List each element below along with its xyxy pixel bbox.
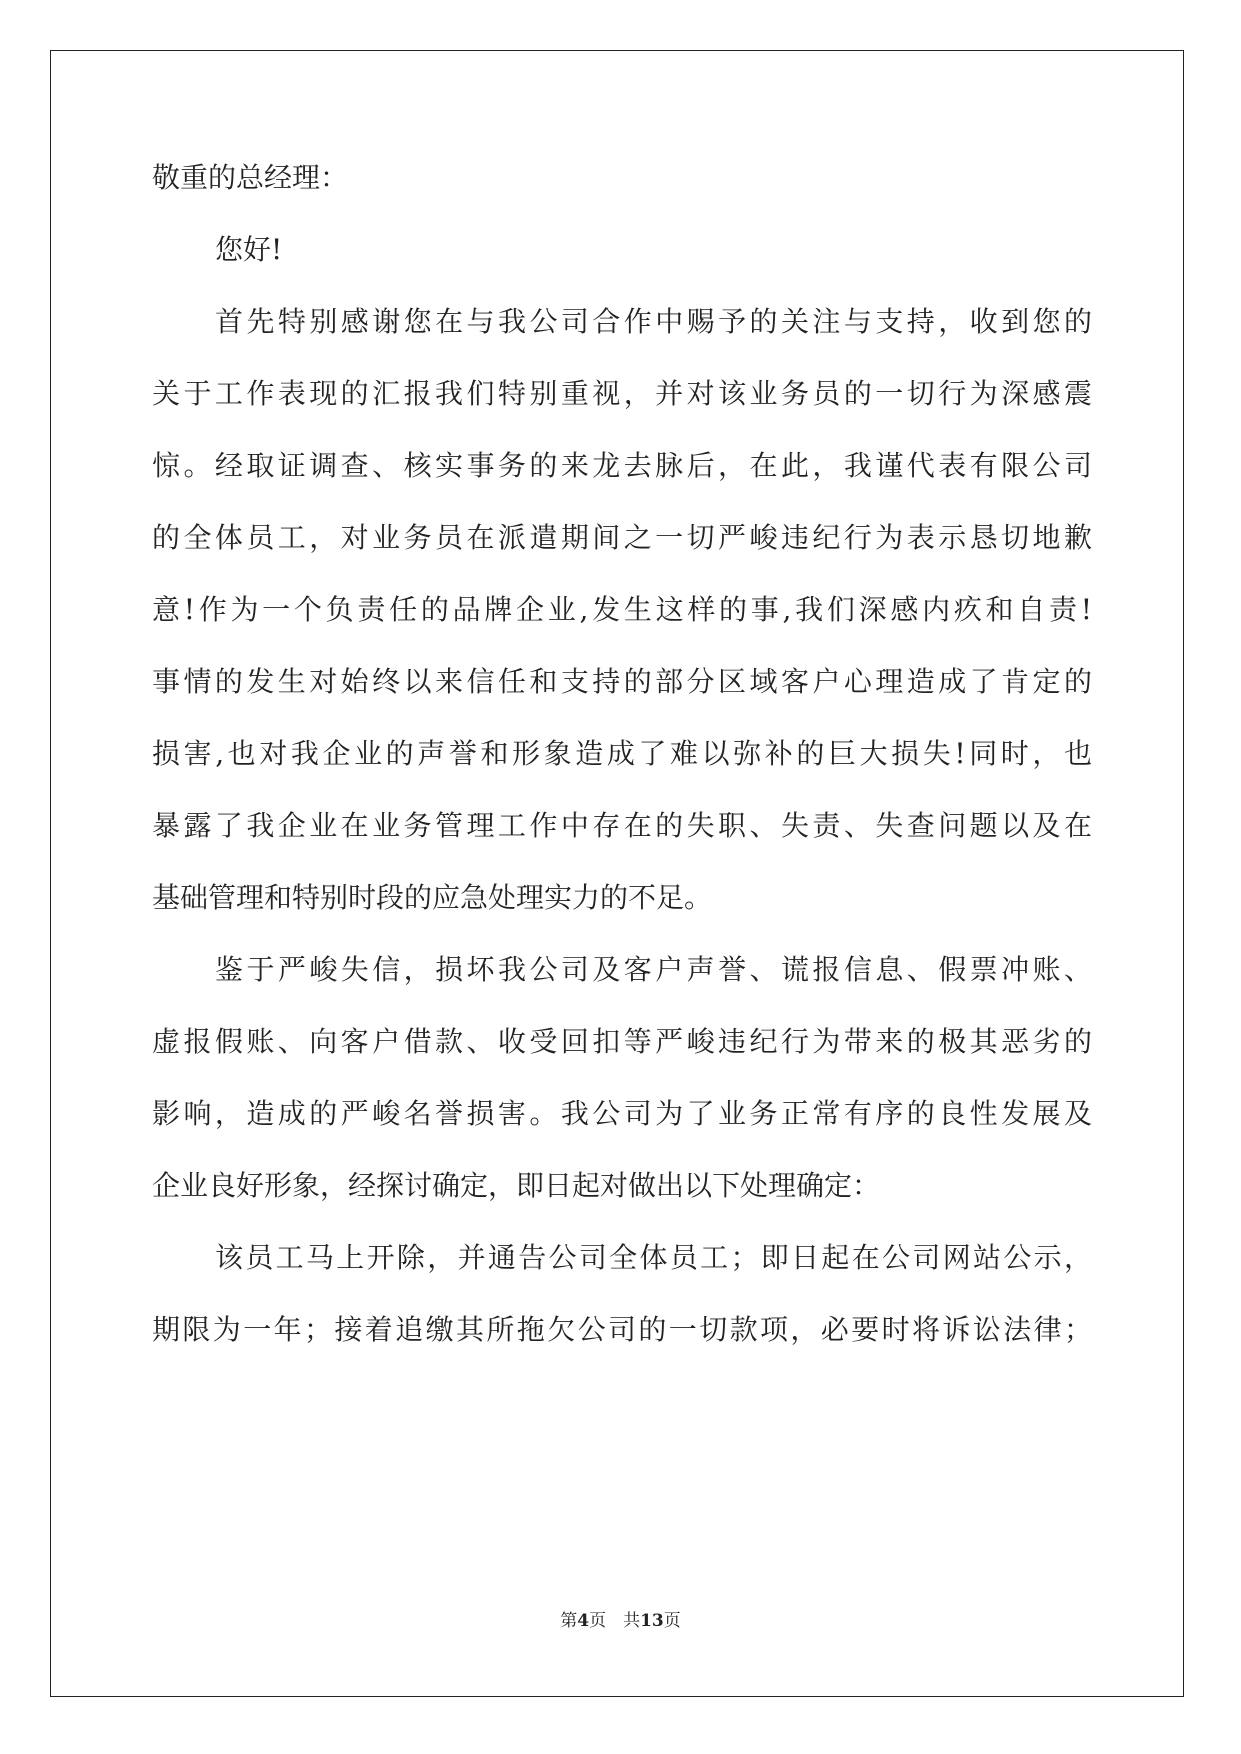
paragraph-line: 意!作为一个负责任的品牌企业,发生这样的事,我们深感内疚和自责!	[152, 593, 1092, 626]
paragraph-line: 企业良好形象，经探讨确定，即日起对做出以下处理确定：	[152, 1169, 881, 1202]
paragraph-line: 惊。经取证调查、核实事务的来龙去脉后，在此，我谨代表有限公司	[152, 449, 1092, 482]
current-page-number: 4	[577, 1611, 590, 1631]
paragraph-line: 影响，造成的严峻名誉损害。我公司为了业务正常有序的良性发展及	[152, 1097, 1092, 1130]
paragraph-line: 首先特别感谢您在与我公司合作中赐予的关注与支持，收到您的	[215, 305, 1092, 338]
total-page-number: 13	[640, 1611, 664, 1631]
page-border	[50, 50, 1184, 1697]
paragraph-line: 该员工马上开除，并通告公司全体员工；即日起在公司网站公示，	[215, 1241, 1092, 1274]
paragraph-line: 期限为一年；接着追缴其所拖欠公司的一切款项，必要时将诉讼法律；	[152, 1313, 1092, 1346]
paragraph-line: 损害,也对我企业的声誉和形象造成了难以弥补的巨大损失!同时，也	[152, 737, 1092, 770]
footer-prefix: 第	[560, 1611, 578, 1631]
paragraph-line: 事情的发生对始终以来信任和支持的部分区域客户心理造成了肯定的	[152, 665, 1092, 698]
paragraph-line: 基础管理和特别时段的应急处理实力的不足。	[152, 881, 713, 914]
paragraph-line: 的全体员工，对业务员在派遣期间之一切严峻违纪行为表示恳切地歉	[152, 521, 1092, 554]
page-footer	[0, 1606, 1241, 1631]
paragraph-line: 暴露了我企业在业务管理工作中存在的失职、失责、失查问题以及在	[152, 809, 1092, 842]
paragraph-line: 鉴于严峻失信，损坏我公司及客户声誉、谎报信息、假票冲账、	[215, 953, 1092, 986]
greeting: 您好!	[215, 233, 283, 266]
footer-suffix: 页	[663, 1611, 681, 1631]
paragraph-line: 关于工作表现的汇报我们特别重视，并对该业务员的一切行为深感震	[152, 377, 1092, 410]
paragraph-line: 虚报假账、向客户借款、收受回扣等严峻违纪行为带来的极其恶劣的	[152, 1025, 1092, 1058]
salutation: 敬重的总经理：	[152, 161, 349, 194]
footer-mid: 页 共	[589, 1611, 641, 1631]
